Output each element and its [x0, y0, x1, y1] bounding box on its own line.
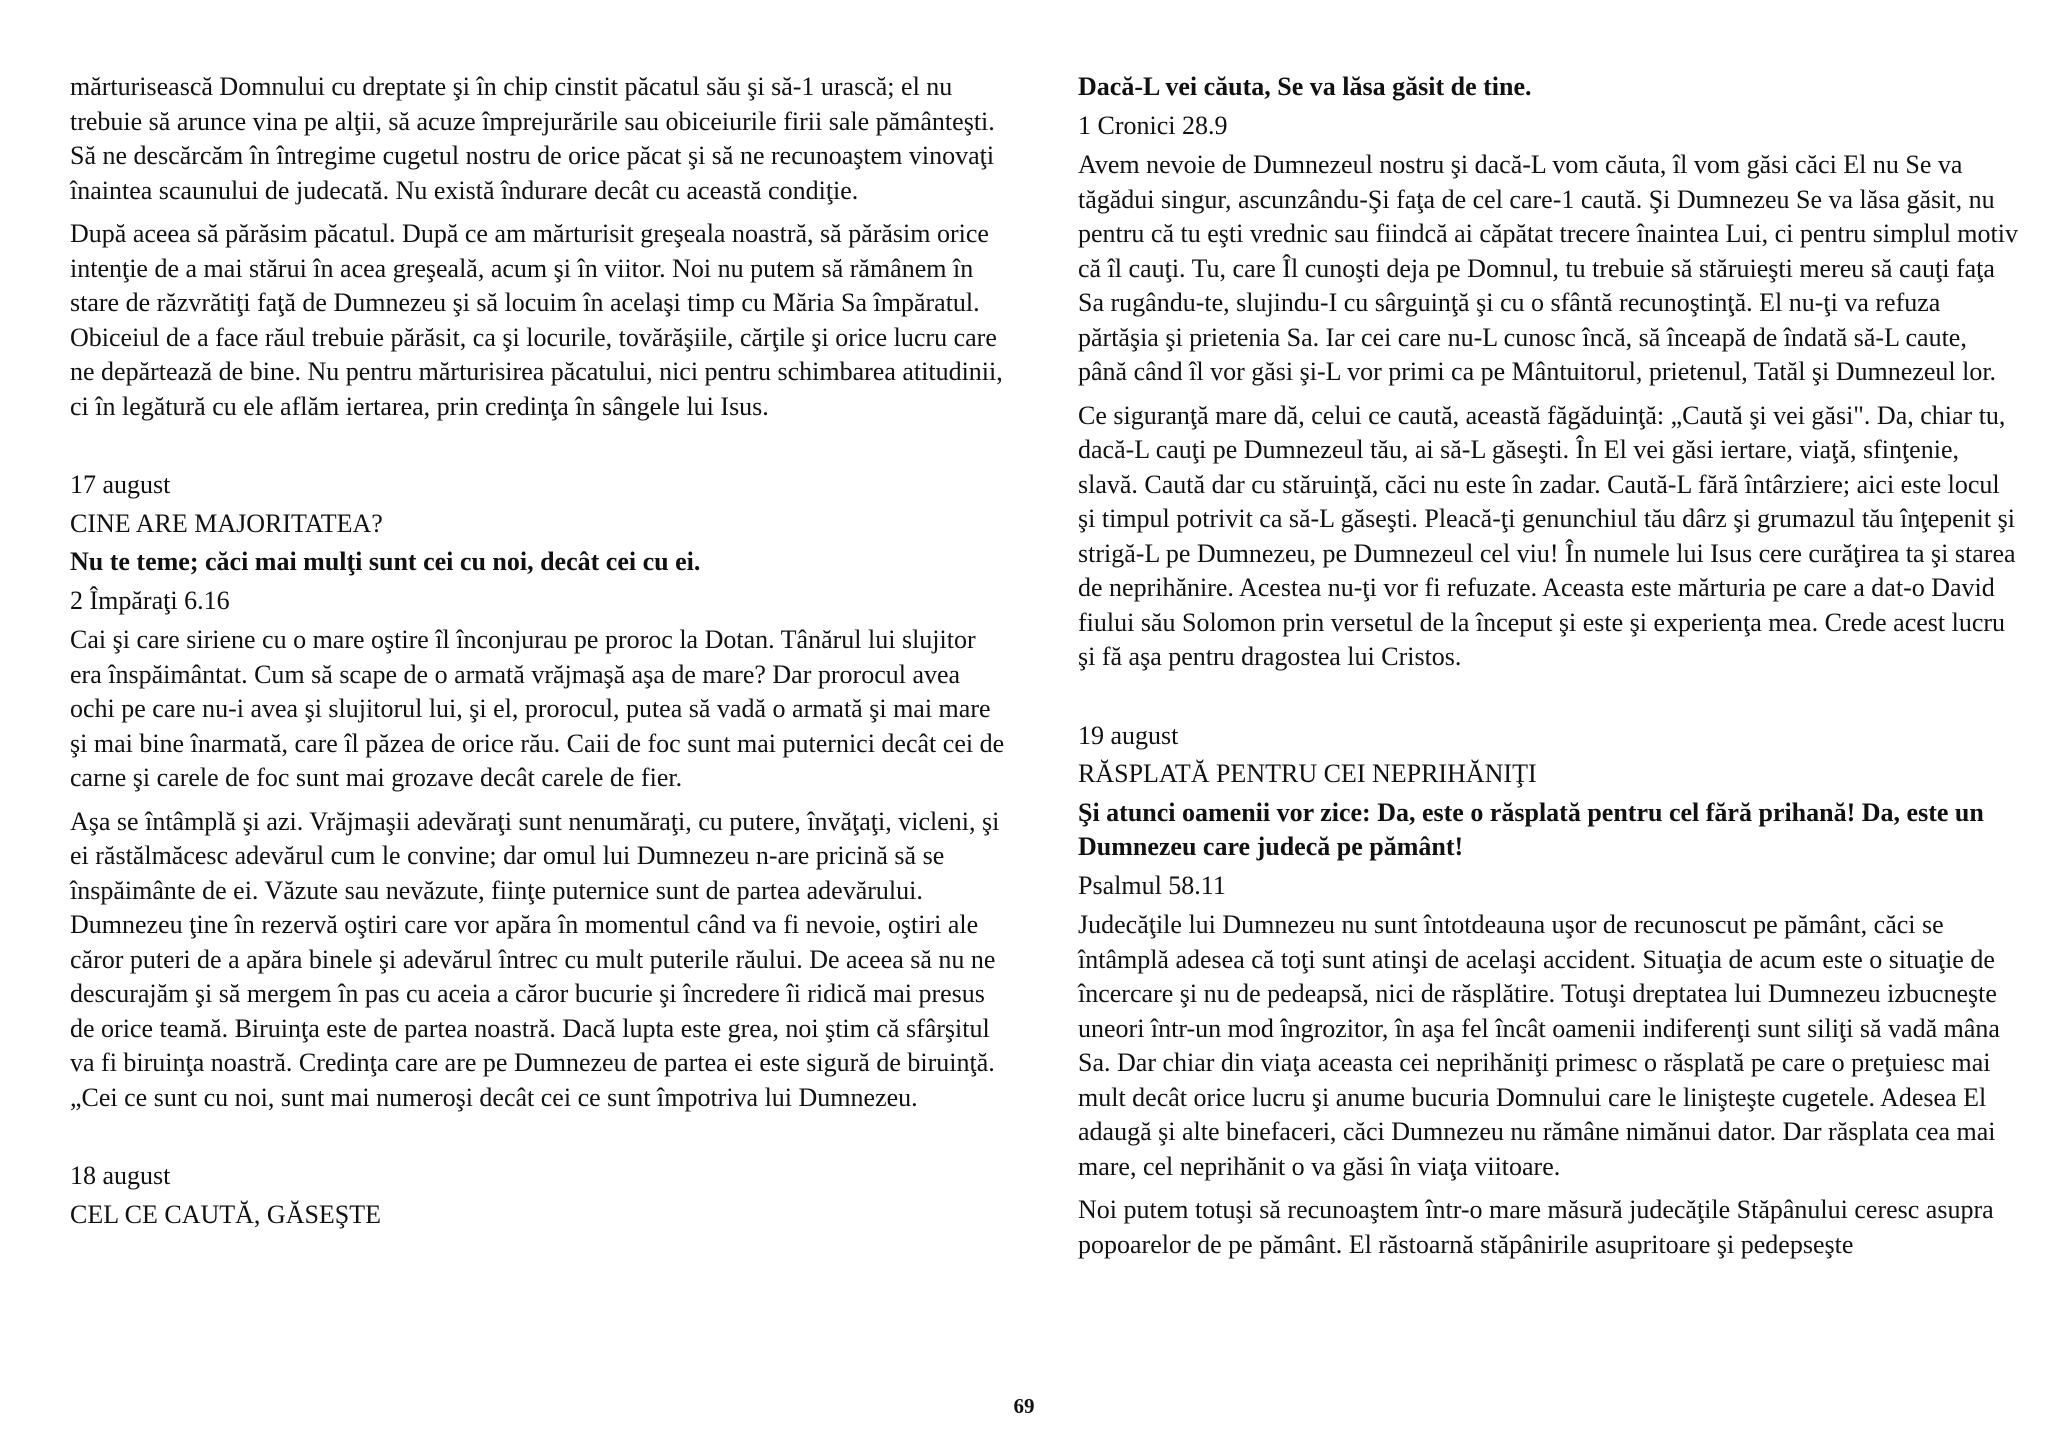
- entry-19-august: [1078, 719, 2018, 1263]
- entry-date: 19 august: [1078, 720, 1179, 750]
- entry-paragraph: Noi putem totuşi să recunoaştem într-o mare măsură judecăţile Stăpânului ceresc asupra popoarelor de pe pământ. El răstoarnă stăpânirile asupritoare şi pedepseşte: [1078, 1195, 1994, 1259]
- page-number: 69: [1013, 1394, 1035, 1418]
- entry-verse: Dacă-L vei căuta, Se va lăsa găsit de tine.: [1078, 72, 1532, 101]
- entry-paragraph: Aşa se întâmplă şi azi. Vrăjmaşii adevăraţi sunt nenumăraţi, cu putere, învăţaţi, vicleni, şi ei răstălmăcesc adevărul cum le convine; dar omul lui Dumnezeu n-are pricină să se înspăimânte de ei. Văzute sau nevăzute, fiinţe puternice sunt de partea adevărului. Dumnezeu ţine în rezervă oştiri care vor apăra în momentul când va fi nevoie, oştiri ale căror puteri de a apăra binele şi adevărul întrec cu mult puterile răului. De aceea să nu ne descurajăm şi să mergem în pas cu aceia a căror bucurie şi încredere îi ridică mai presus de orice teamă. Biruinţa este de partea noastră. Dacă lupta este grea, noi ştim că sfârşitul va fi biruinţa noastră. Credinţa care are pe Dumnezeu de partea ei este sigură de biruinţă. „Cei ce sunt cu noi, sunt mai numeroşi decât cei ce sunt împotriva lui Dumnezeu.: [70, 806, 1000, 1112]
- entry-paragraph: Ce siguranţă mare dă, celui ce caută, această făgăduinţă: „Caută şi vei găsi". Da, chiar tu, dacă-L cauţi pe Dumnezeul tău, ai să-L găseşti. În El vei găsi iertare, viaţă, sfinţenie, slavă. Caută dar cu stăruinţă, căci nu este în zadar. Caută-L fără întârziere; aici este locul şi timpul potrivit ca să-L găseşti. Pleacă-ţi genunchiul tău dârz şi grumazul tău înţepenit şi strigă-L pe Dumnezeu, pe Dumnezeul cel viu! În numele lui Isus cere curăţirea ta şi starea de neprihănire. Acestea nu-ţi vor fi refuzate. Aceasta este mărturia pe care a dat-o David fiului său Solomon prin versetul de la început şi este şi experienţa mea. Crede acest lucru şi fă aşa pentru dragostea lui Cristos.: [1078, 400, 2016, 671]
- entry-title: RĂSPLATĂ PENTRU CEI NEPRIHĂNIŢI: [1078, 759, 1537, 788]
- entry-title: CEL CE CAUTĂ, GĂSEŞTE: [70, 1199, 382, 1229]
- paragraph-forsake-sin: După aceea să părăsim păcatul. După ce am mărturisit greşeala noastră, să părăsim orice intenţie de a mai stărui în acea greşeală, acum şi în viitor. Noi nu putem să rămânem în stare de răzvrătiţi faţă de Dumnezeu şi să locuim în acelaşi timp cu Măria Sa împăratul. Obiceiul de a face răul trebuie părăsit, ca şi locurile, tovărăşiile, cărţile şi orice lucru care ne depărtează de bine. Nu pentru mărturisirea păcatului, nici pentru schimbarea atitudinii, ci în legătură cu ele aflăm iertarea, prin credinţa în sângele lui Isus.: [70, 219, 1003, 421]
- entry-17-august: [70, 468, 1010, 1115]
- entry-date: 18 august: [70, 1161, 171, 1190]
- entry-18-august-header: [70, 1159, 1010, 1232]
- entry-date: 17 august: [70, 470, 171, 499]
- entry-paragraph: Judecăţile lui Dumnezeu nu sunt întotdeauna uşor de recunoscut pe pământ, căci se întâmplă adesea că toţi sunt atinşi de acelaşi accident. Situaţia de acum este o situaţie de încercare şi nu de pedeapsă, nici de răsplătire. Totuşi dreptatea lui Dumnezeu izbucneşte uneori într-un mod îngrozitor, în aşa fel încât oamenii indiferenţi sunt siliţi să vadă mâna Sa. Dar chiar din viaţa aceasta cei neprihăniţi primesc o răsplată pe care o preţuiesc mai mult decât orice lucru şi anume bucuria Domnului care le linişteşte cugetele. Adesea El adaugă şi alte binefaceri, căci Dumnezeu nu rămâne nimănui dator. Dar răsplata cea mai mare, cel neprihănit o va găsi în viaţa viitoare.: [1078, 910, 2000, 1181]
- entry-paragraph: Avem nevoie de Dumnezeul nostru şi dacă-L vom căuta, îl vom găsi căci El nu Se va tăgădui singur, ascunzându-Şi faţa de cel care-1 caută. Şi Dumnezeu Se va lăsa găsit, nu pentru că tu eşti vrednic sau fiindcă ai căpătat trecere înaintea Lui, ci pentru simplul motiv că îl cauţi. Tu, care Îl cunoşti deja pe Domnul, tu trebuie să stăruieşti mereu să cauţi faţa Sa rugându-te, slujindu-I cu sârguinţă şi cu o sfântă recunoştinţă. El nu-ţi va refuza părtăşia şi prietenia Sa. Iar cei care nu-L cunosc încă, să înceapă de îndată să-L caute, până când îl vor găsi şi-L vor primi ca pe Mântuitorul, prietenul, Tatăl şi Dumnezeul lor.: [1078, 150, 2018, 386]
- right-column: [1078, 70, 2018, 1271]
- entry-reference: 1 Cronici 28.9: [1078, 110, 1228, 140]
- entry-verse: Şi atunci oamenii vor zice: Da, este o răsplată pentru cel fără prihană! Da, este un Dumnezeu care judecă pe pământ!: [1078, 797, 1984, 861]
- paragraph-confession: mărturisească Domnului cu dreptate şi în chip cinstit păcatul său şi să-1 urască; el nu trebuie să arunce vina pe alţii, să acuze împrejurările sau obiceiurile firii sale pământeşti. Să ne descărcăm în întregime cugetul nostru de orice păcat şi să ne recunoaştem vinovaţi înaintea scaunului de judecată. Nu există îndurare decât cu această condiţie.: [70, 72, 995, 205]
- entry-paragraph: Cai şi care siriene cu o mare oştire îl înconjurau pe proroc la Dotan. Tânărul lui slujitor era înspăimântat. Cum să scape de o armată vrăjmaşă aşa de mare? Dar prorocul avea ochi pe care nu-i avea şi slujitorul lui, şi el, prorocul, putea să vadă o armată şi mai mare şi mai bine înarmată, care îl păzea de orice rău. Caii de foc sunt mai puternici decât cei de carne şi carele de foc sunt mai grozave decât carele de fier.: [70, 625, 1005, 792]
- entry-18-august-body: [1078, 70, 2018, 675]
- entry-title: CINE ARE MAJORITATEA?: [70, 508, 383, 538]
- entry-reference: 2 Împăraţi 6.16: [70, 585, 230, 615]
- entry-verse: Nu te teme; căci mai mulţi sunt cei cu noi, decât cei cu ei.: [70, 547, 701, 576]
- left-column: [70, 70, 1010, 1236]
- entry-reference: Psalmul 58.11: [1078, 870, 1226, 900]
